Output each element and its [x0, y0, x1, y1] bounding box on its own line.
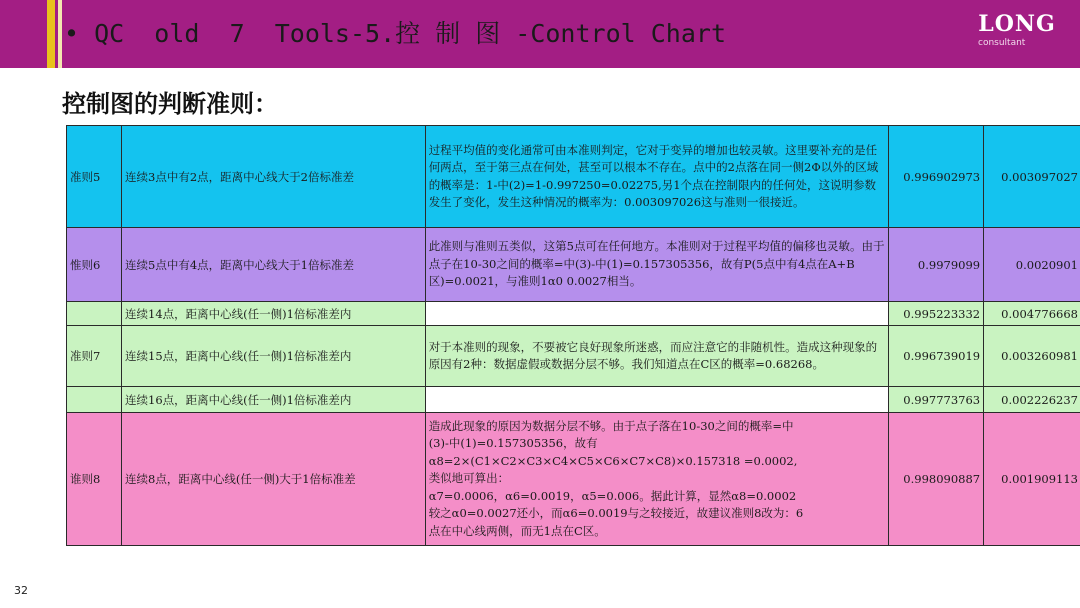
- description-line: α7=0.0006，α6=0.0019，α5=0.006。据此计算，显然α8=0.0002: [428, 488, 797, 503]
- probability-in-control: 0.997773763: [889, 387, 984, 413]
- rule-description-empty: [425, 387, 889, 413]
- slide-title: • QC old 7 Tools-5.控 制 图 -Control Chart: [64, 19, 726, 48]
- description-line: 类似地可算出：: [428, 471, 510, 486]
- probability-alarm: 0.001909113: [984, 413, 1080, 546]
- logo-tagline: consultant: [978, 38, 1026, 48]
- rule-row-5: [67, 126, 1080, 228]
- rule-name-blank: [67, 302, 122, 326]
- probability-alarm: 0.003097027: [984, 126, 1080, 228]
- rule-name: 谁则8: [67, 413, 122, 546]
- rule-description: 对于本准则的现象，不要被它良好现象所迷惑，而应注意它的非随机性。造成这种现象的原因有2种：数据虚假或数据分层不够。我们知道点在C区的概率=0.68268。: [425, 326, 889, 387]
- probability-in-control: 0.995223332: [889, 302, 984, 326]
- rule-row-6: [67, 228, 1080, 302]
- company-logo: [972, 12, 1062, 50]
- page-heading: 控制图的判断准则：: [62, 90, 278, 118]
- rule-condition: 连续5点中有4点，距离中心线大于1倍标准差: [122, 228, 426, 302]
- description-line: 较之α0=0.0027还小，而α6=0.0019与之较接近，故建议准则8改为：6: [428, 506, 804, 521]
- description-line: (3)-中(1)=0.157305356，故有: [428, 436, 598, 451]
- rule-name: 准则7: [67, 326, 122, 387]
- rule-row-7b: [67, 326, 1080, 387]
- probability-in-control: 0.998090887: [889, 413, 984, 546]
- rule-name: 惟则6: [67, 228, 122, 302]
- logo-wordmark: LONG: [978, 11, 1056, 37]
- rule-row-8: [67, 413, 1080, 546]
- probability-alarm: 0.002226237: [984, 387, 1080, 413]
- rule-row-7c: [67, 387, 1080, 413]
- rule-name: 准则5: [67, 126, 122, 228]
- rules-table: [66, 125, 1080, 546]
- rule-name-blank: [67, 387, 122, 413]
- title-bar-accent: [47, 0, 55, 68]
- rule-description: 此准则与准则五类似，这第5点可在任何地方。本准则对于过程平均值的偏移也灵敏。由于点子在10-30之间的概率=中(3)-中(1)=0.157305356，故有P(5点中有4点在A+B区)=0.0021，与准则1α0 0.0027相当。: [425, 228, 889, 302]
- probability-in-control: 0.996739019: [889, 326, 984, 387]
- description-line: 造成此现象的原因为数据分层不够。由于点子落在10-30之间的概率=中: [428, 418, 794, 433]
- rule-row-7a: [67, 302, 1080, 326]
- description-line: 点在中心线两侧，而无1点在C区。: [428, 523, 606, 538]
- rule-condition: 连续8点，距离中心线(任一侧)大于1倍标准差: [122, 413, 426, 546]
- page-number: 32: [14, 584, 28, 597]
- probability-alarm: 0.003260981: [984, 326, 1080, 387]
- rule-condition: 连续16点，距离中心线(任一侧)1倍标准差内: [122, 387, 426, 413]
- rule-condition: 连续14点，距离中心线(任一侧)1倍标准差内: [122, 302, 426, 326]
- rule-description: [425, 413, 889, 546]
- rule-description: 过程平均值的变化通常可由本准则判定，它对于变异的增加也较灵敏。这里要补充的是任何两点，至于第三点在何处，甚至可以根本不存在。点中的2点落在同一侧2Φ以外的区域的概率是：1-中(2)=1-0.997250=0.02275,另1个点在控制限内的任何处，这说明参数发生了变化，发生这种情况的概率为：0.003097026这与准则一很接近。: [425, 126, 889, 228]
- probability-in-control: 0.996902973: [889, 126, 984, 228]
- probability-alarm: 0.0020901: [984, 228, 1080, 302]
- rule-description-empty: [425, 302, 889, 326]
- rule-condition: 连续15点，距离中心线(任一侧)1倍标准差内: [122, 326, 426, 387]
- rule-condition: 连续3点中有2点，距离中心线大于2倍标准差: [122, 126, 426, 228]
- description-line: α8=2×(C1×C2×C3×C4×C5×C6×C7×C8)×0.157318 =0.0002,: [428, 453, 798, 468]
- probability-in-control: 0.9979099: [889, 228, 984, 302]
- probability-alarm: 0.004776668: [984, 302, 1080, 326]
- title-bar-accent-light: [58, 0, 62, 68]
